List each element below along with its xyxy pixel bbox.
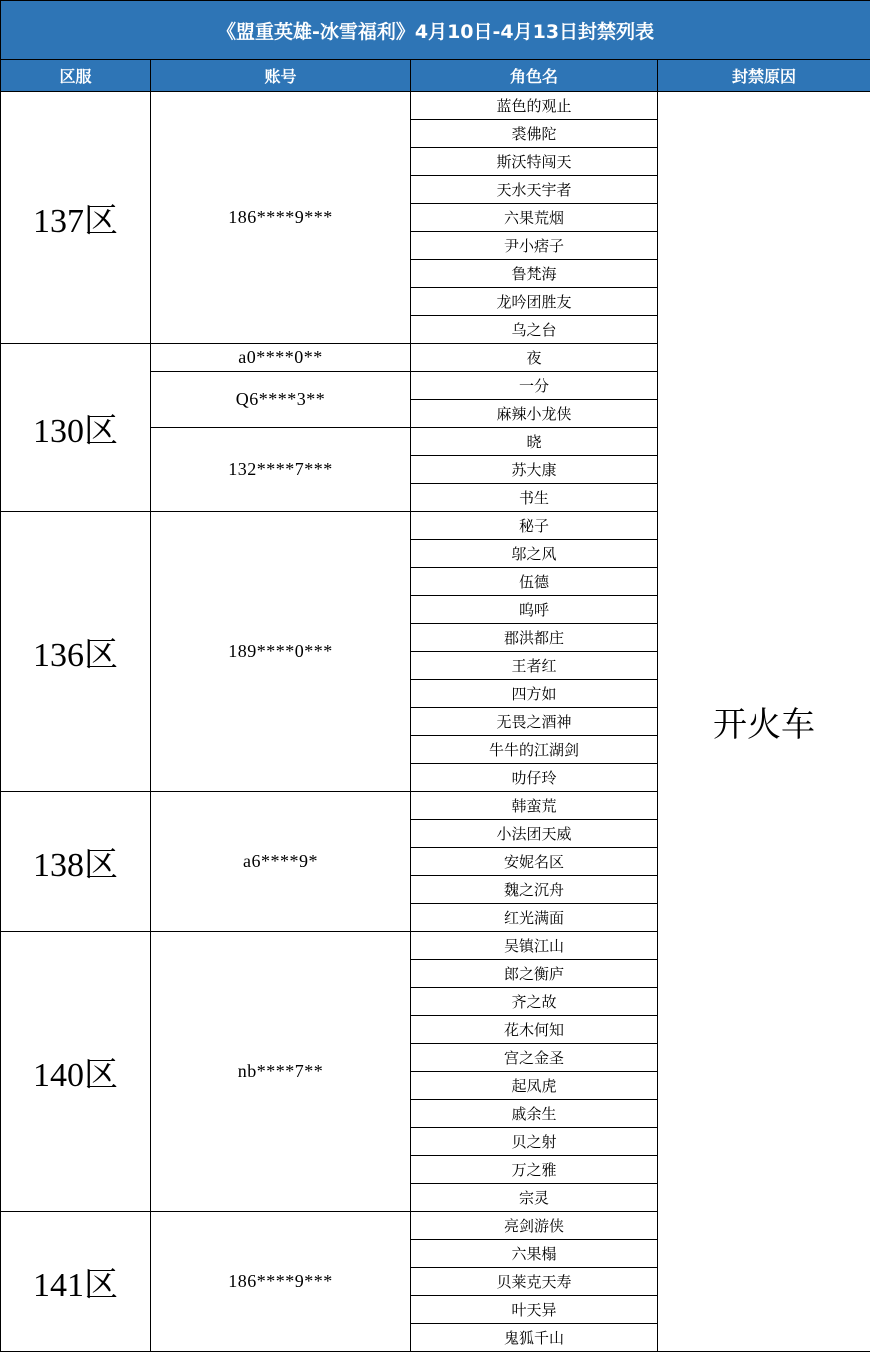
role-name-cell: 天水天宇者 bbox=[411, 176, 658, 204]
role-name-cell: 鬼狐千山 bbox=[411, 1324, 658, 1352]
role-name-cell: 六果榻 bbox=[411, 1240, 658, 1268]
account-cell: 132****7*** bbox=[151, 428, 411, 512]
role-name-cell: 吴镇江山 bbox=[411, 932, 658, 960]
ban-reason-cell: 开火车 bbox=[658, 92, 870, 1352]
role-name-cell: 四方如 bbox=[411, 680, 658, 708]
role-name-cell: 宗灵 bbox=[411, 1184, 658, 1212]
role-name-cell: 齐之故 bbox=[411, 988, 658, 1016]
role-name-cell: 戚余生 bbox=[411, 1100, 658, 1128]
role-name-cell: 红光满面 bbox=[411, 904, 658, 932]
role-name-cell: 亮剑游侠 bbox=[411, 1212, 658, 1240]
role-name-cell: 无畏之酒神 bbox=[411, 708, 658, 736]
header-account: 账号 bbox=[151, 60, 411, 92]
role-name-cell: 六果荒烟 bbox=[411, 204, 658, 232]
role-name-cell: 花木何知 bbox=[411, 1016, 658, 1044]
zone-cell: 141区 bbox=[1, 1212, 151, 1352]
role-name-cell: 呜呼 bbox=[411, 596, 658, 624]
table-row bbox=[1, 92, 870, 120]
role-name-cell: 郎之衡庐 bbox=[411, 960, 658, 988]
role-name-cell: 韩蛮荒 bbox=[411, 792, 658, 820]
role-name-cell: 鲁梵海 bbox=[411, 260, 658, 288]
role-name-cell: 邬之风 bbox=[411, 540, 658, 568]
zone-cell: 137区 bbox=[1, 92, 151, 344]
role-name-cell: 叶天异 bbox=[411, 1296, 658, 1324]
role-name-cell: 一分 bbox=[411, 372, 658, 400]
role-name-cell: 起凤虎 bbox=[411, 1072, 658, 1100]
account-cell: 186****9*** bbox=[151, 92, 411, 344]
role-name-cell: 万之雅 bbox=[411, 1156, 658, 1184]
role-name-cell: 伍德 bbox=[411, 568, 658, 596]
role-name-cell: 夜 bbox=[411, 344, 658, 372]
role-name-cell: 蓝色的观止 bbox=[411, 92, 658, 120]
role-name-cell: 苏大康 bbox=[411, 456, 658, 484]
role-name-cell: 书生 bbox=[411, 484, 658, 512]
role-name-cell: 裘佛陀 bbox=[411, 120, 658, 148]
table-body bbox=[1, 1, 870, 1352]
role-name-cell: 王者红 bbox=[411, 652, 658, 680]
account-cell: Q6****3** bbox=[151, 372, 411, 428]
zone-cell: 138区 bbox=[1, 792, 151, 932]
role-name-cell: 秘子 bbox=[411, 512, 658, 540]
role-name-cell: 宫之金圣 bbox=[411, 1044, 658, 1072]
role-name-cell: 龙吟团胜友 bbox=[411, 288, 658, 316]
account-cell: a0****0** bbox=[151, 344, 411, 372]
role-name-cell: 斯沃特闯天 bbox=[411, 148, 658, 176]
header-role: 角色名 bbox=[411, 60, 658, 92]
role-name-cell: 乌之台 bbox=[411, 316, 658, 344]
account-cell: nb****7** bbox=[151, 932, 411, 1212]
account-cell: 189****0*** bbox=[151, 512, 411, 792]
header-row bbox=[1, 60, 870, 92]
role-name-cell: 小法团天威 bbox=[411, 820, 658, 848]
role-name-cell: 尹小痞子 bbox=[411, 232, 658, 260]
role-name-cell: 贝之射 bbox=[411, 1128, 658, 1156]
role-name-cell: 贝莱克天寿 bbox=[411, 1268, 658, 1296]
role-name-cell: 叻仔玲 bbox=[411, 764, 658, 792]
header-zone: 区服 bbox=[1, 60, 151, 92]
account-cell: 186****9*** bbox=[151, 1212, 411, 1352]
role-name-cell: 郡洪都庄 bbox=[411, 624, 658, 652]
zone-cell: 130区 bbox=[1, 344, 151, 512]
account-cell: a6****9* bbox=[151, 792, 411, 932]
title-row bbox=[1, 1, 870, 60]
role-name-cell: 安妮名区 bbox=[411, 848, 658, 876]
zone-cell: 136区 bbox=[1, 512, 151, 792]
header-reason: 封禁原因 bbox=[658, 60, 870, 92]
role-name-cell: 魏之沉舟 bbox=[411, 876, 658, 904]
role-name-cell: 牛牛的江湖剑 bbox=[411, 736, 658, 764]
zone-cell: 140区 bbox=[1, 932, 151, 1212]
role-name-cell: 晓 bbox=[411, 428, 658, 456]
role-name-cell: 麻辣小龙侠 bbox=[411, 400, 658, 428]
table-title: 《盟重英雄-冰雪福利》4月10日-4月13日封禁列表 bbox=[1, 1, 870, 60]
